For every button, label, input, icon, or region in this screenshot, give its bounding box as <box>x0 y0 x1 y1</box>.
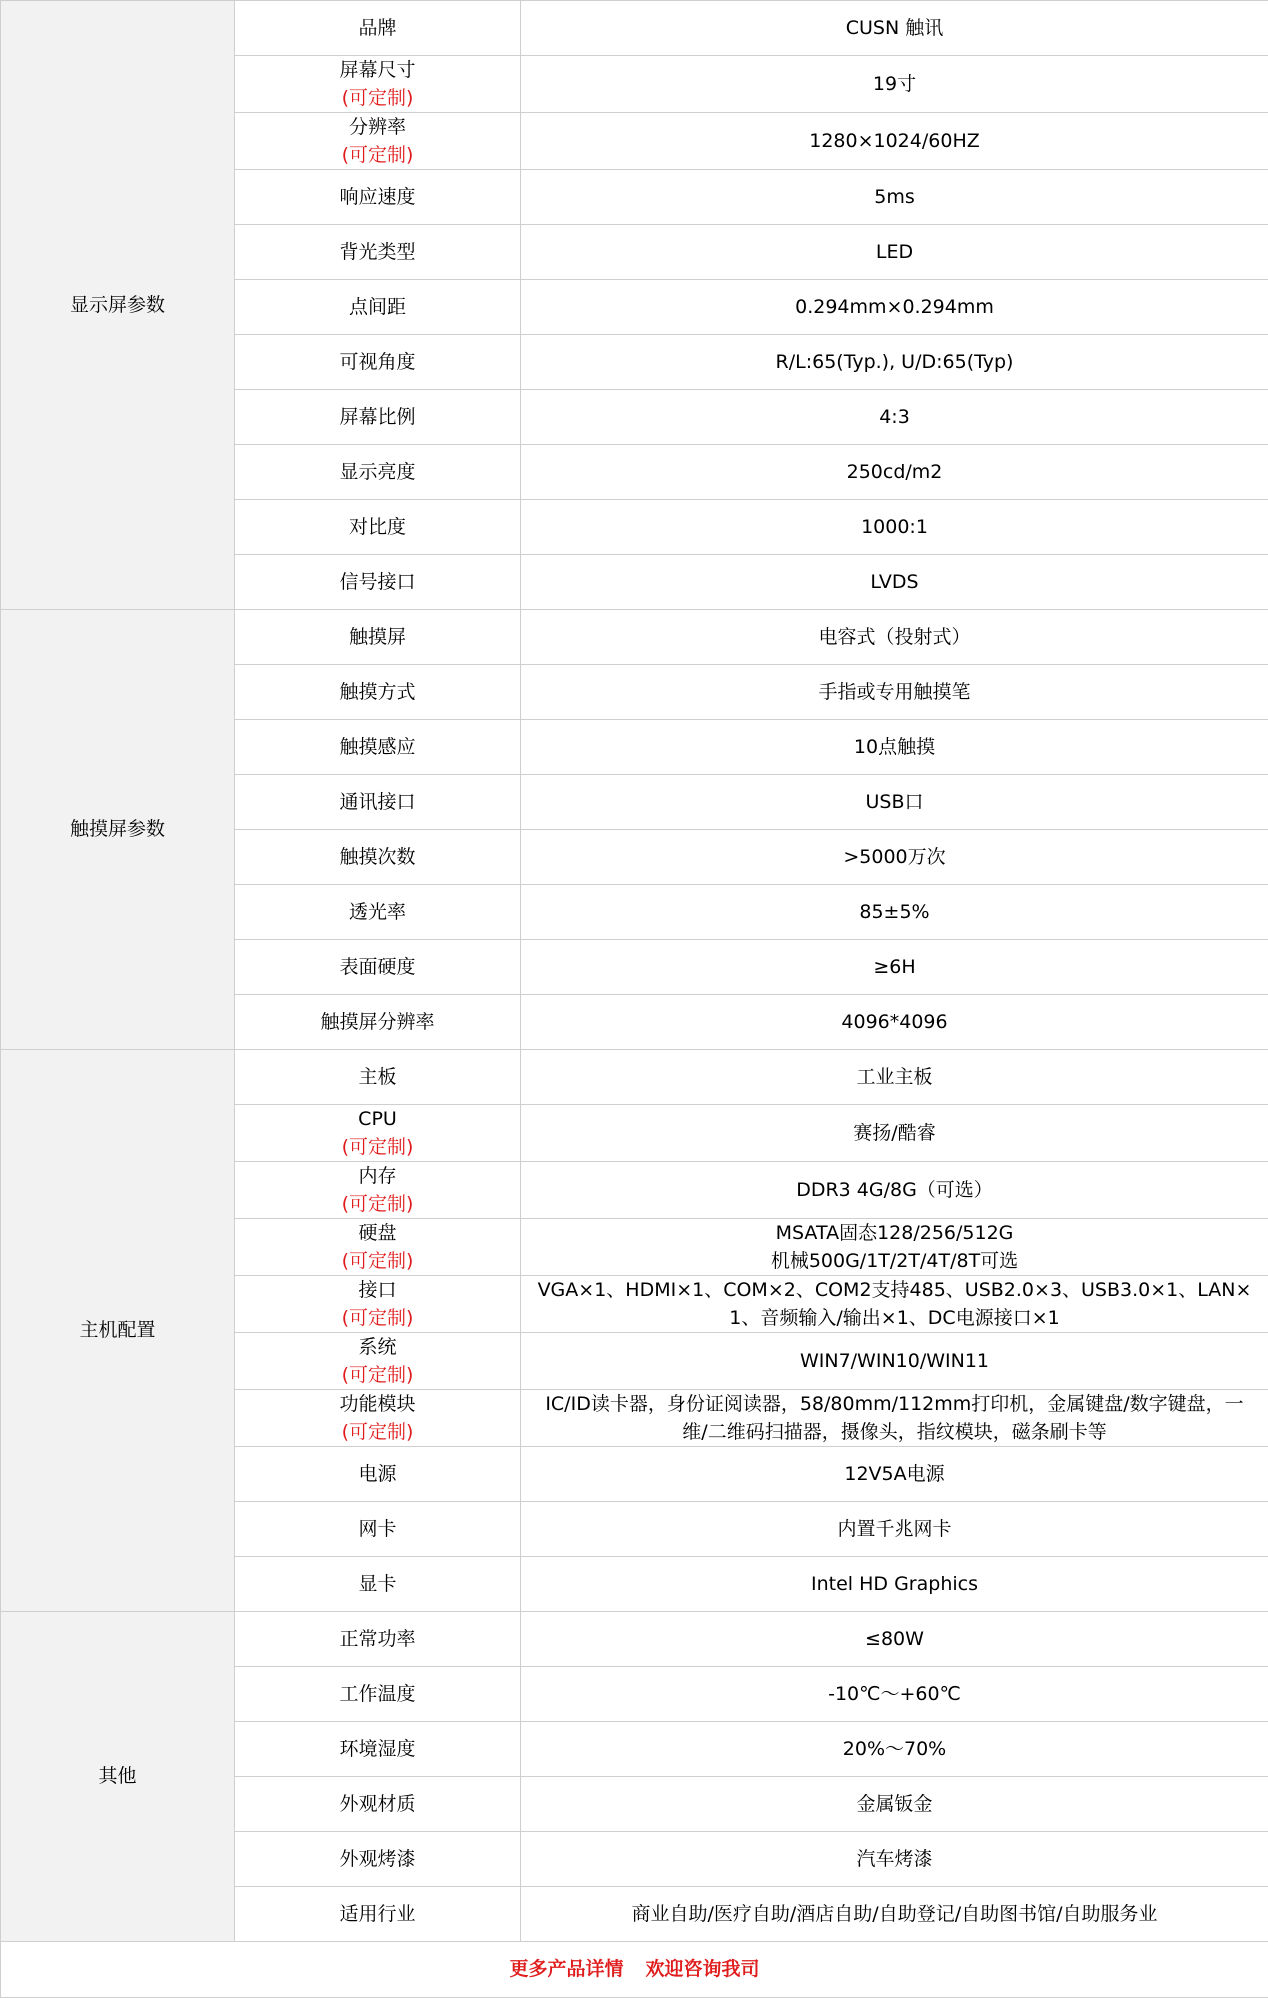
param-value: 250cd/m2 <box>521 445 1268 500</box>
customizable-note: (可定制) <box>239 84 516 112</box>
param-label: 适用行业 <box>235 1887 521 1942</box>
param-label: 透光率 <box>235 885 521 940</box>
param-value: 12V5A电源 <box>521 1447 1268 1502</box>
param-label: CPU <box>239 1105 516 1133</box>
customizable-note: (可定制) <box>239 1418 516 1446</box>
param-value: >5000万次 <box>521 830 1268 885</box>
param-label: 外观材质 <box>235 1777 521 1832</box>
param-value: CUSN 触讯 <box>521 1 1268 56</box>
spec-row-brand <box>1 1 1268 56</box>
customizable-note: (可定制) <box>239 1247 516 1275</box>
param-value: 汽车烤漆 <box>521 1832 1268 1887</box>
param-value: LVDS <box>521 555 1268 610</box>
param-value-line: 1、音频输入/输出×1、DC电源接口×1 <box>525 1304 1264 1332</box>
param-value-line: 机械500G/1T/2T/4T/8T可选 <box>525 1247 1264 1275</box>
param-value: 赛扬/酷睿 <box>521 1105 1268 1162</box>
param-label: 触摸方式 <box>235 665 521 720</box>
group-host: 主机配置 <box>1 1050 235 1612</box>
param-label-cell <box>235 1333 521 1390</box>
param-label: 触摸屏分辨率 <box>235 995 521 1050</box>
param-label: 显示亮度 <box>235 445 521 500</box>
spec-row-touch-screen <box>1 610 1268 665</box>
param-label-cell <box>235 56 521 113</box>
param-value: 0.294mm×0.294mm <box>521 280 1268 335</box>
param-label-cell <box>235 1276 521 1333</box>
param-label-cell <box>235 1105 521 1162</box>
param-value: 4:3 <box>521 390 1268 445</box>
param-value: -10℃～+60℃ <box>521 1667 1268 1722</box>
customizable-note: (可定制) <box>239 1133 516 1161</box>
param-value: 商业自助/医疗自助/酒店自助/自助登记/自助图书馆/自助服务业 <box>521 1887 1268 1942</box>
param-label: 可视角度 <box>235 335 521 390</box>
param-value-line: IC/ID读卡器，身份证阅读器，58/80mm/112mm打印机，金属键盘/数字键盘，一 <box>525 1390 1264 1418</box>
param-value: 85±5% <box>521 885 1268 940</box>
footer-cta <box>1 1942 1268 1998</box>
param-value-line: 维/二维码扫描器，摄像头，指纹模块，磁条刷卡等 <box>525 1418 1264 1446</box>
param-label: 环境湿度 <box>235 1722 521 1777</box>
param-label: 网卡 <box>235 1502 521 1557</box>
param-label: 系统 <box>239 1333 516 1361</box>
param-value: LED <box>521 225 1268 280</box>
param-label: 对比度 <box>235 500 521 555</box>
customizable-note: (可定制) <box>239 1190 516 1218</box>
param-label: 硬盘 <box>239 1219 516 1247</box>
param-value-line: VGA×1、HDMI×1、COM×2、COM2支持485、USB2.0×3、USB3.0×1、LAN× <box>525 1276 1264 1304</box>
param-value: 手指或专用触摸笔 <box>521 665 1268 720</box>
param-label: 内存 <box>239 1162 516 1190</box>
param-value: 电容式（投射式） <box>521 610 1268 665</box>
param-label: 功能模块 <box>239 1390 516 1418</box>
param-value-cell <box>521 1219 1268 1276</box>
param-value: 4096*4096 <box>521 995 1268 1050</box>
param-label: 触摸次数 <box>235 830 521 885</box>
param-label: 分辨率 <box>239 113 516 141</box>
customizable-note: (可定制) <box>239 1304 516 1332</box>
param-value: WIN7/WIN10/WIN11 <box>521 1333 1268 1390</box>
footer-cta-left: 更多产品详情 <box>509 1958 623 1980</box>
param-label: 显卡 <box>235 1557 521 1612</box>
group-other: 其他 <box>1 1612 235 1942</box>
param-value: ≥6H <box>521 940 1268 995</box>
param-label-cell <box>235 1219 521 1276</box>
param-value: 5ms <box>521 170 1268 225</box>
param-label-cell <box>235 1390 521 1447</box>
spec-row-power-consumption <box>1 1612 1268 1667</box>
param-value: 19寸 <box>521 56 1268 113</box>
param-label: 表面硬度 <box>235 940 521 995</box>
footer-row <box>1 1942 1268 1998</box>
param-label: 正常功率 <box>235 1612 521 1667</box>
param-label: 背光类型 <box>235 225 521 280</box>
param-label: 响应速度 <box>235 170 521 225</box>
param-value: DDR3 4G/8G（可选） <box>521 1162 1268 1219</box>
param-label-cell <box>235 113 521 170</box>
footer-cta-right: 欢迎咨询我司 <box>646 1958 760 1980</box>
customizable-note: (可定制) <box>239 1361 516 1389</box>
param-value: 10点触摸 <box>521 720 1268 775</box>
param-value: R/L:65(Typ.), U/D:65(Typ) <box>521 335 1268 390</box>
param-label: 品牌 <box>235 1 521 56</box>
param-label: 信号接口 <box>235 555 521 610</box>
param-value: 1000:1 <box>521 500 1268 555</box>
param-value: 内置千兆网卡 <box>521 1502 1268 1557</box>
param-label: 外观烤漆 <box>235 1832 521 1887</box>
param-value-cell <box>521 1276 1268 1333</box>
param-label: 接口 <box>239 1276 516 1304</box>
param-label: 屏幕尺寸 <box>239 56 516 84</box>
param-value: 金属钣金 <box>521 1777 1268 1832</box>
param-value: Intel HD Graphics <box>521 1557 1268 1612</box>
spec-row-mainboard <box>1 1050 1268 1105</box>
param-label: 通讯接口 <box>235 775 521 830</box>
param-label: 工作温度 <box>235 1667 521 1722</box>
param-value-cell <box>521 1390 1268 1447</box>
group-display: 显示屏参数 <box>1 1 235 610</box>
param-value: ≤80W <box>521 1612 1268 1667</box>
customizable-note: (可定制) <box>239 141 516 169</box>
group-touch: 触摸屏参数 <box>1 610 235 1050</box>
param-label-cell <box>235 1162 521 1219</box>
param-value: USB口 <box>521 775 1268 830</box>
param-label: 触摸屏 <box>235 610 521 665</box>
param-value: 工业主板 <box>521 1050 1268 1105</box>
param-value-line: MSATA固态128/256/512G <box>525 1219 1264 1247</box>
param-label: 电源 <box>235 1447 521 1502</box>
param-label: 触摸感应 <box>235 720 521 775</box>
param-label: 点间距 <box>235 280 521 335</box>
param-value: 20%～70% <box>521 1722 1268 1777</box>
param-label: 主板 <box>235 1050 521 1105</box>
param-value: 1280×1024/60HZ <box>521 113 1268 170</box>
param-label: 屏幕比例 <box>235 390 521 445</box>
